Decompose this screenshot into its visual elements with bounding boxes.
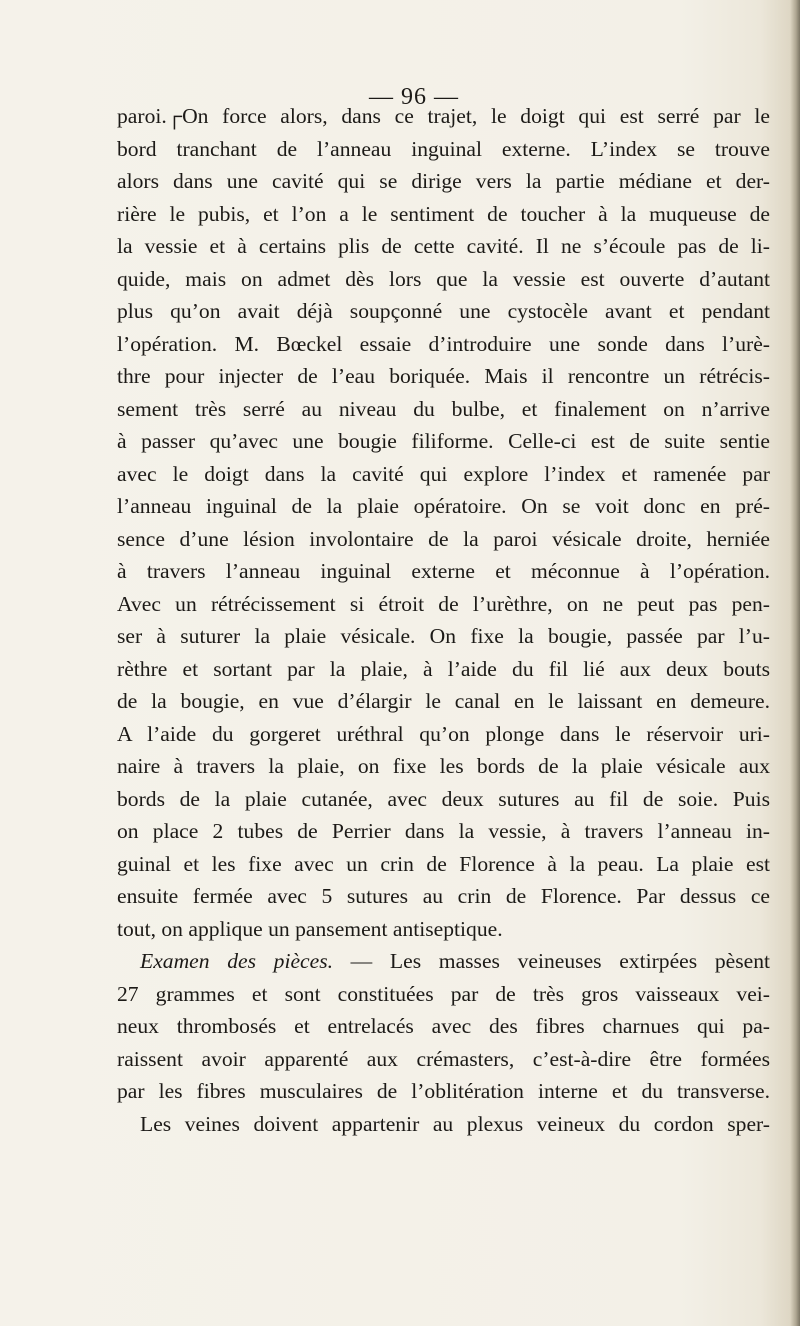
text-line: avec le doigt dans la cavité qui explore l’index et ramenée par [117, 461, 770, 486]
text-line: guinal et les fixe avec un crin de Florence à la peau. La plaie est [117, 851, 770, 876]
section-first-line-text: — Les masses veineuses extirpées pèsent [333, 949, 770, 973]
text-line: l’opération. M. Bœckel essaie d’introduire une sonde dans l’urè- [117, 331, 770, 356]
text-line: quide, mais on admet dès lors que la vessie est ouverte d’autant [117, 266, 770, 291]
text-line: bords de la plaie cutanée, avec deux sutures au fil de soie. Puis [117, 786, 770, 811]
text-line: la vessie et à certains plis de cette cavité. Il ne s’écoule pas de li- [117, 234, 770, 258]
text-line: on place 2 tubes de Perrier dans la vessie, à travers l’anneau in- [117, 819, 770, 843]
text-line: à passer qu’avec une bougie filiforme. Celle-ci est de suite sentie [117, 429, 770, 453]
text-line: Avec un rétrécissement si étroit de l’urèthre, on ne peut pas pen- [117, 591, 770, 616]
text-line: neux thrombosés et entrelacés avec des fibres charnues qui pa- [117, 1014, 770, 1038]
page-edge-shadow [790, 0, 800, 1326]
text-line: rière le pubis, et l’on a le sentiment de toucher à la muqueuse de [117, 201, 770, 226]
text-line: par les fibres musculaires de l’oblitération interne et du transverse. [117, 1079, 770, 1103]
section-heading: Examen des pièces. [140, 949, 334, 973]
text-line: ser à suturer la plaie vésicale. On fixe la bougie, passée par l’u- [117, 624, 770, 648]
text-line: naire à travers la plaie, on fixe les bords de la plaie vésicale aux [117, 754, 770, 778]
text-line: à travers l’anneau inguinal externe et méconnue à l’opération. [117, 559, 770, 583]
text-line: plus qu’on avait déjà soupçonné une cystocèle avant et pendant [117, 299, 770, 323]
text-line: Les veines doivent appartenir au plexus veineux du cordon sper- [140, 1111, 770, 1136]
text-line: sence d’une lésion involontaire de la paroi vésicale droite, herniée [117, 526, 770, 551]
section-first-line [117, 945, 770, 978]
text-line: ensuite fermée avec 5 sutures au crin de Florence. Par dessus ce [117, 884, 770, 908]
text-line: bord tranchant de l’anneau inguinal externe. L’index se trouve [117, 136, 770, 161]
text-line: l’anneau inguinal de la plaie opératoire. On se voit donc en pré- [117, 494, 770, 518]
text-line: raissent avoir apparenté aux crémasters, c’est-à-dire être formées [117, 1046, 770, 1071]
body-text [117, 100, 770, 1140]
text-line: 27 grammes et sont constituées par de très gros vaisseaux vei- [117, 981, 770, 1006]
text-line: tout, on applique un pansement antiseptique. [117, 916, 503, 941]
text-line: alors dans une cavité qui se dirige vers la partie médiane et der- [117, 169, 770, 193]
text-line: de la bougie, en vue d’élargir le canal en le laissant en demeure. [117, 689, 770, 713]
text-line: rèthre et sortant par la plaie, à l’aide du fil lié aux deux bouts [117, 656, 770, 681]
text-line: thre pour injecter de l’eau boriquée. Mais il rencontre un rétrécis- [117, 364, 770, 388]
text-line: paroi.┌On force alors, dans ce trajet, le doigt qui est serré par le [117, 104, 770, 128]
page-number: — 96 — [369, 84, 459, 110]
text-line: sement très serré au niveau du bulbe, et finalement on n’arrive [117, 396, 770, 421]
text-line: A l’aide du gorgeret uréthral qu’on plonge dans le réservoir uri- [117, 721, 770, 746]
